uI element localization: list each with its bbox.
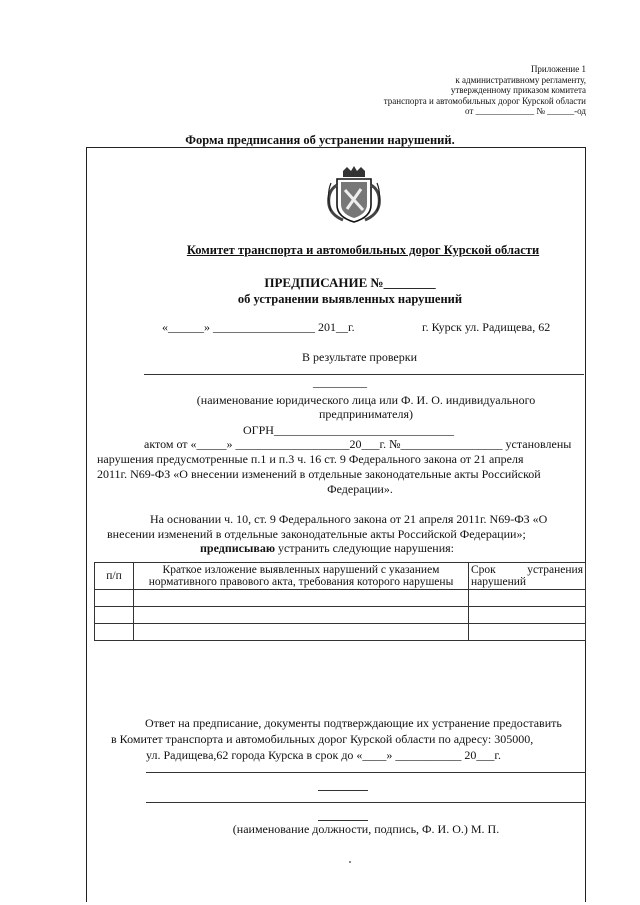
ogrn-field: ОГРН______________________________ — [243, 423, 454, 437]
entity-caption-2: предпринимателя) — [319, 407, 413, 421]
table-row — [95, 624, 586, 641]
date-field: «______» _________________ 201__г. — [162, 320, 355, 334]
basis-line-3-rest: устранить следующие нарушения: — [275, 541, 454, 555]
appendix-line-1: к административному регламенту, — [455, 74, 586, 85]
entity-caption-1: (наименование юридического лица или Ф. И. О. индивидуального — [196, 393, 536, 407]
answer-line-2: в Комитет транспорта и автомобильных дорог Курской области по адресу: 305000, — [111, 732, 534, 746]
entity-short-line: _________ — [313, 375, 367, 389]
kursk-coat-of-arms-icon — [323, 165, 385, 225]
place-field: г. Курск ул. Радищева, 62 — [422, 320, 551, 334]
act-line-1: актом от «_____» ___________________20___г. №_________________ установлены — [144, 437, 572, 451]
check-text: В результате проверки — [302, 350, 418, 364]
act-line-3: 2011г. N69-ФЗ «О внесении изменений в отдельные законодательные акты Российской — [97, 467, 541, 481]
act-line-4: Федерации». — [327, 482, 393, 496]
signature-short-line-1 — [318, 790, 368, 791]
appendix-line-2: утвержденному приказом комитета — [450, 85, 586, 95]
scan-speck — [349, 861, 351, 863]
prescribe-word: предписываю — [200, 541, 275, 555]
signature-caption: (наименование должности, подпись, Ф. И. О.) М. П. — [232, 822, 500, 836]
signature-line-1 — [146, 772, 586, 773]
answer-line-1: Ответ на предписание, документы подтверждающие их устранение предоставить — [145, 716, 562, 730]
appendix-title: Приложение 1 — [530, 64, 586, 74]
basis-line-1: На основании ч. 10, ст. 9 Федерального закона от 21 апреля 2011г. N69-ФЗ «О — [150, 512, 548, 526]
signature-line-2 — [146, 802, 586, 803]
prescription-title: ПРЕДПИСАНИЕ №________ — [264, 275, 436, 290]
prescription-subtitle: об устранении выявленных нарушений — [237, 292, 463, 306]
appendix-header — [326, 64, 586, 117]
appendix-line-3: транспорта и автомобильных дорог Курской области — [383, 95, 586, 106]
appendix-line-4: от _____________ № ______-од — [465, 106, 586, 116]
committee-name: Комитет транспорта и автомобильных дорог Курской области — [186, 243, 540, 257]
violations-table — [94, 562, 586, 641]
answer-line-3: ул. Радищева,62 города Курска в срок до «____» ___________ 20___г. — [146, 748, 501, 762]
col-number-header: п/п — [95, 563, 134, 590]
table-row — [95, 607, 586, 624]
col-description-header: Краткое изложение выявленных нарушений с указанием нормативного правового акта, требования которого нарушены — [134, 563, 469, 590]
act-line-2: нарушения предусмотренные п.1 и п.3 ч. 16 ст. 9 Федерального закона от 21 апреля — [97, 452, 524, 466]
col-deadline-header: Срок устранения нарушений — [469, 563, 586, 590]
form-title: Форма предписания об устранении нарушений. — [185, 133, 455, 147]
signature-short-line-2 — [318, 820, 368, 821]
table-row — [95, 590, 586, 607]
basis-line-2: внесении изменений в отдельные законодательные акты Российской Федерации»; — [107, 527, 526, 541]
table-header-row — [95, 563, 586, 590]
basis-line-3 — [200, 541, 454, 556]
